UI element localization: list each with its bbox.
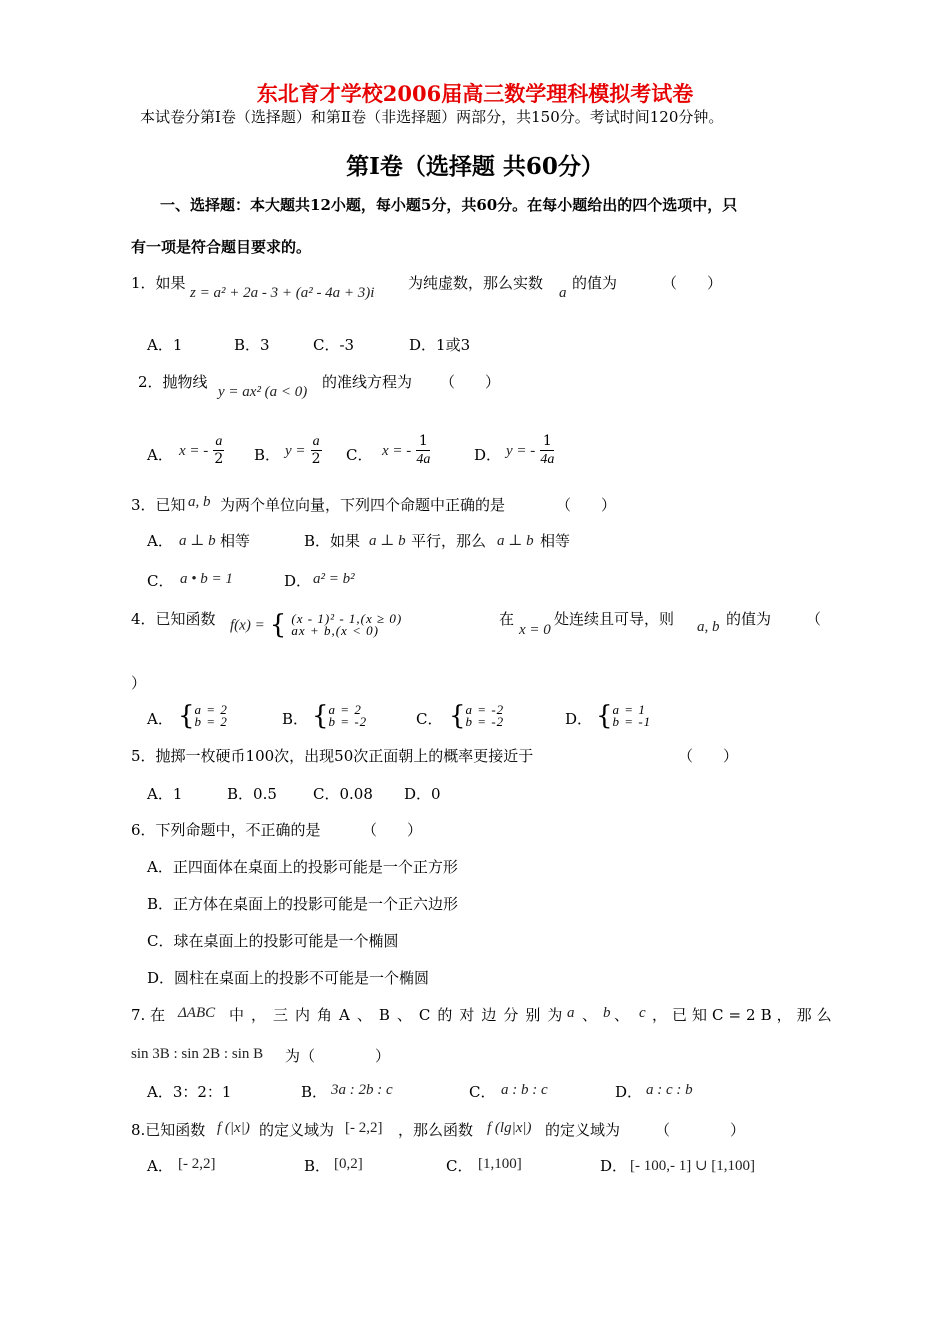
q6-option-a: A．正四面体在桌面上的投影可能是一个正方形 [147, 858, 458, 876]
q8-option-b-label: B． [304, 1157, 331, 1175]
q3-option-d-math: a² = b² [313, 571, 355, 587]
q7-option-d-math: a : c : b [646, 1082, 693, 1098]
q2-formula: y = ax² (a < 0) [218, 384, 308, 400]
q3-option-b-text1: 平行，那么 [411, 532, 487, 550]
q2-option-a-num: a [215, 434, 223, 449]
q1-suffix: 的值为 [572, 274, 618, 292]
q8-text3: 的定义域为 [545, 1121, 621, 1139]
q3-option-b-math2: a ⊥ b [497, 533, 534, 549]
q1-option-a: A．1 [147, 336, 183, 354]
q3-option-a-text: 相等 [220, 532, 251, 550]
q6-text: 6．下列命题中，不正确的是 [131, 821, 321, 839]
q4-option-d-label: D． [565, 710, 593, 728]
q1-option-d: D．1或3 [409, 336, 471, 354]
q7-b: b [603, 1005, 611, 1021]
q4-func: f(x) = [230, 617, 265, 634]
q4-brace: { [269, 610, 287, 640]
q3-suffix: 为两个单位向量，下列四个命题中正确的是 [220, 496, 506, 514]
q8-prefix: 8.已知函数 [131, 1121, 206, 1139]
q7-option-c-label: C． [469, 1083, 496, 1101]
q2-option-d-num: 1 [540, 433, 554, 451]
q4-vars: a, b [697, 619, 720, 635]
q4-piecewise [230, 610, 402, 640]
exam-note: 本试卷分第Ⅰ卷（选择题）和第Ⅱ卷（非选择题）两部分，共150分。考试时间120分钟。 [140, 108, 724, 126]
q4-option-b-2: b = -2 [328, 714, 368, 729]
q4-option-c-2: b = -2 [465, 714, 505, 729]
q2-option-b-num: a [312, 434, 320, 449]
q2-option-d-den: 4a [540, 452, 555, 467]
q4-option-b: { a = 2 b = -2 [312, 701, 368, 731]
instruction-line2: 有一项是符合题目要求的。 [131, 238, 312, 256]
q1-var: a [559, 285, 567, 301]
q4-paren-close: ） [131, 674, 147, 692]
q4-option-c: { a = -2 b = -2 [449, 701, 505, 731]
q8-f2: f (lg|x|) [487, 1120, 532, 1136]
q1-option-b: B．3 [234, 336, 270, 354]
q2-option-c-label: C． [346, 446, 373, 464]
q8-option-a-label: A． [147, 1157, 173, 1175]
q1-option-c: C．-3 [313, 336, 355, 354]
q7-a: a [567, 1005, 575, 1021]
q4-option-a-2: b = 2 [194, 714, 228, 729]
q4-prefix: 4．已知函数 [131, 610, 216, 628]
q1-prefix: 1．如果 [131, 274, 186, 292]
q3-option-a-math: a ⊥ b [179, 533, 216, 549]
q2-option-d [506, 433, 554, 468]
q2-suffix: 的准线方程为 [322, 373, 413, 391]
q8-option-d-label: D． [600, 1157, 628, 1175]
q8-option-b-math: [0,2] [334, 1156, 363, 1172]
q7-prefix: 7. 在 [131, 1006, 166, 1024]
q5-option-a: A．1 [147, 785, 183, 803]
exam-title: 东北育才学校2006届高三数学理科模拟考试卷 [256, 81, 694, 106]
q7-option-b-label: B． [301, 1083, 328, 1101]
q2-option-a-den: 2 [214, 451, 224, 467]
q8-text2: ，那么函数 [398, 1121, 474, 1139]
q2-option-a-label: A． [147, 446, 173, 464]
part1-title: 第Ⅰ卷（选择题 共60分） [346, 153, 604, 180]
q4-option-b-label: B． [282, 710, 309, 728]
q4-case2: ax + b,(x < 0) [291, 623, 379, 638]
q4-option-a-1: a = 2 [194, 702, 228, 717]
q6-option-c: C．球在桌面上的投影可能是一个椭圆 [147, 932, 399, 950]
q4-text2: 处连续且可导，则 [554, 610, 675, 628]
q2-option-d-label: D． [474, 446, 502, 464]
q3-option-c-label: C． [147, 572, 174, 590]
q3-option-c-math: a • b = 1 [180, 571, 233, 587]
q2-option-c-den: 4a [416, 452, 431, 467]
q6-paren: （ ） [362, 821, 423, 839]
q8-option-c-math: [1,100] [478, 1156, 522, 1172]
q7-option-d-label: D． [615, 1083, 643, 1101]
q7-option-b-math: 3a : 2b : c [331, 1082, 393, 1098]
q7-ratio: sin 3B : sin 2B : sin B [131, 1046, 264, 1062]
q7-option-a: A．3：2：1 [147, 1083, 232, 1101]
q4-option-c-1: a = -2 [465, 702, 505, 717]
q3-prefix: 3．已知 [131, 496, 186, 514]
q7-sep2: 、 [614, 1006, 630, 1024]
q6-option-d: D．圆柱在桌面上的投影不可能是一个椭圆 [147, 969, 430, 987]
q3-option-b-text2: 相等 [540, 532, 571, 550]
q5-paren: （ ） [678, 747, 739, 765]
q3-option-a-label: A． [147, 532, 173, 550]
q4-case1: (x - 1)² - 1,(x ≥ 0) [291, 611, 403, 626]
q5-option-b: B．0.5 [227, 785, 277, 803]
q4-option-d-2: b = -1 [612, 714, 652, 729]
q4-option-d: { a = 1 b = -1 [596, 701, 652, 731]
q3-vars: a, b [188, 494, 211, 510]
q7-ratio-text: 为（ ） [285, 1047, 391, 1065]
q8-text1: 的定义域为 [259, 1121, 335, 1139]
q4-option-a: { a = 2 b = 2 [178, 701, 228, 731]
q4-option-b-1: a = 2 [328, 702, 362, 717]
q7-sep1: 、 [582, 1006, 598, 1024]
q7-c: c [639, 1005, 646, 1021]
q4-point: x = 0 [519, 622, 551, 638]
q1-middle: 为纯虚数，那么实数 [408, 274, 544, 292]
q2-option-c-lhs: x = - [382, 443, 412, 459]
q8-domain: [- 2,2] [345, 1120, 383, 1136]
q2-option-c [382, 433, 430, 468]
q2-paren: （ ） [440, 373, 501, 391]
q4-option-d-1: a = 1 [612, 702, 646, 717]
q2-option-b-den: 2 [311, 451, 321, 467]
instruction-line1: 一、选择题：本大题共12小题，每小题5分，共60分。在每小题给出的四个选项中，只 [160, 196, 738, 214]
q2-option-b-label: B． [254, 446, 281, 464]
q3-option-b-label: B．如果 [304, 532, 361, 550]
q2-option-c-num: 1 [416, 433, 430, 451]
q1-paren: （ ） [662, 274, 723, 292]
q5-text: 5．抛掷一枚硬币100次，出现50次正面朝上的概率更接近于 [131, 747, 534, 765]
q2-option-a [179, 433, 224, 468]
q5-option-c: C．0.08 [313, 785, 373, 803]
q2-option-d-lhs: y = - [506, 443, 536, 459]
q7-text2: ，已知C=2B，那么 [652, 1006, 837, 1024]
q1-formula: z = a² + 2a - 3 + (a² - 4a + 3)i [190, 285, 375, 301]
q2-prefix: 2．抛物线 [138, 373, 208, 391]
q8-option-c-label: C． [446, 1157, 473, 1175]
q2-option-b [285, 433, 322, 468]
q7-option-c-math: a : b : c [501, 1082, 548, 1098]
q8-f1: f (|x|) [217, 1120, 250, 1136]
q2-option-a-lhs: x = - [179, 443, 209, 459]
q7-text1: 中，三内角A、B、C的对边分别为 [229, 1006, 570, 1024]
q3-paren: （ ） [556, 496, 617, 514]
q4-option-c-label: C． [416, 710, 443, 728]
q6-option-b: B．正方体在桌面上的投影可能是一个正六边形 [147, 895, 459, 913]
q4-middle: 在 [499, 610, 515, 628]
q4-paren-open: （ [806, 610, 822, 628]
q8-option-a-math: [- 2,2] [178, 1156, 216, 1172]
q3-option-d-label: D． [284, 572, 312, 590]
q8-paren: （ ） [655, 1121, 746, 1139]
q4-option-a-label: A． [147, 710, 173, 728]
q5-option-d: D．0 [404, 785, 441, 803]
q4-suffix: 的值为 [726, 610, 772, 628]
q2-option-b-lhs: y = [285, 443, 306, 459]
q8-option-d-math: [- 100,- 1] ∪ [1,100] [630, 1158, 756, 1174]
q3-option-b-math1: a ⊥ b [369, 533, 406, 549]
q7-triangle: ΔABC [178, 1005, 216, 1021]
